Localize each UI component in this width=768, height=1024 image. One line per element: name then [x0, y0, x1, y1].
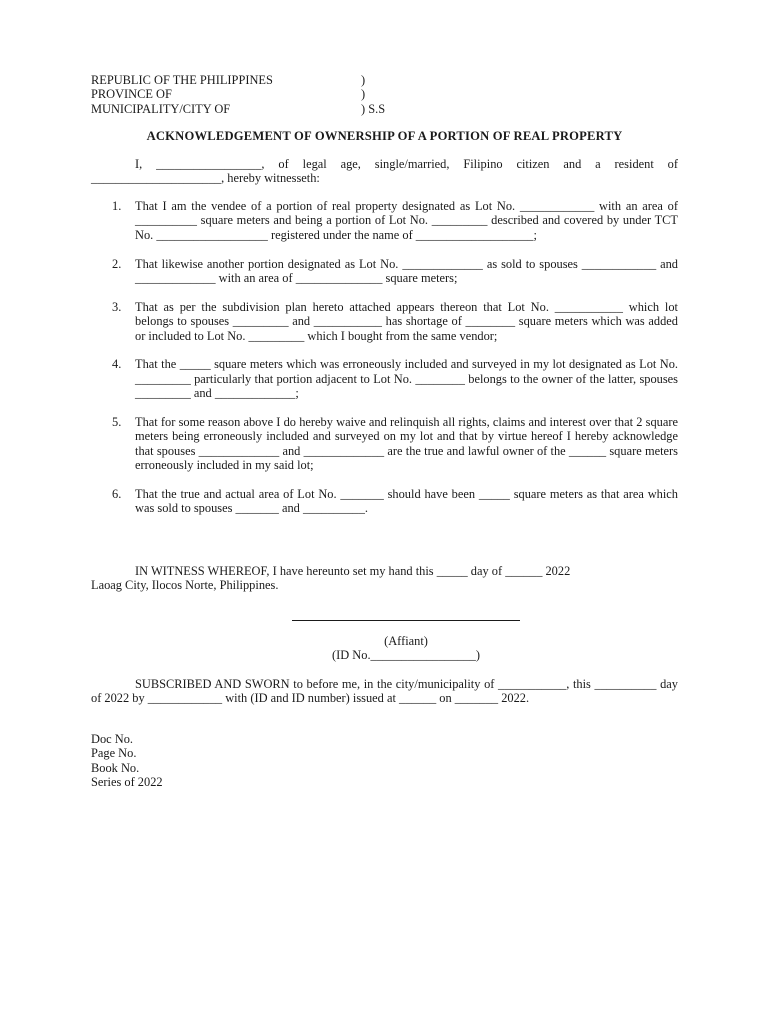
- caption-row-republic: [91, 73, 421, 87]
- statement-text: That the true and actual area of Lot No. _______ should have been _____ square meters as that area which was sold to spouses _______ and __________.: [135, 487, 678, 516]
- venue-caption: [91, 73, 421, 116]
- statement-item: [91, 415, 678, 473]
- signature-line: [292, 620, 520, 634]
- series: Series of 2022: [91, 775, 163, 790]
- statement-number: 1.: [112, 199, 122, 213]
- numbered-statements: [91, 199, 678, 530]
- caption-ss: ) S.S: [361, 101, 386, 116]
- book-no: Book No.: [91, 760, 140, 775]
- witness-line: IN WITNESS WHEREOF, I have hereunto set my hand this _____ day of ______ 2022: [135, 564, 571, 578]
- affiant-id: (ID No._________________): [332, 648, 480, 663]
- statement-text: That I am the vendee of a portion of real property designated as Lot No. ____________ with an area of __________ square meters and being a portion of Lot No. _________ described and covered by under TCT No. __________________ registered under the name of ___________________;: [135, 199, 678, 242]
- notarial-register: [91, 732, 291, 790]
- witness-clause: [91, 564, 678, 593]
- witness-location: Laoag City, Ilocos Norte, Philippines.: [91, 578, 279, 593]
- jurat-paragraph: SUBSCRIBED AND SWORN to before me, in the city/municipality of ___________, this __________ day of 2022 by ____________ with (ID and ID number) issued at ______ on _______ 2022.: [91, 677, 678, 706]
- statement-number: 5.: [112, 415, 122, 430]
- caption-row-municipality: [91, 102, 421, 116]
- affiant-signature-block: [292, 620, 520, 663]
- statement-text: That as per the subdivision plan hereto attached appears thereon that Lot No. ___________ which lot belongs to spouses _________ and ___________ has shortage of ________ square meters which was added or included to Lot No. _________ which I bought from the same vendor;: [135, 299, 678, 343]
- statement-text: That for some reason above I do hereby waive and relinquish all rights, claims and interest over that 2 square meters being erroneously included and surveyed on my lot and that by virtue hereof I hereby acknowledge that spouses _____________ and _____________ are the true and lawful owner of the ______ square meters erroneously included in my said lot;: [135, 415, 678, 473]
- statement-item: [91, 199, 678, 242]
- caption-bracket: ): [361, 73, 366, 87]
- statement-item: [91, 357, 678, 400]
- document-title: ACKNOWLEDGEMENT OF OWNERSHIP OF A PORTION OF REAL PROPERTY: [146, 129, 623, 143]
- doc-no: Doc No.: [91, 732, 133, 746]
- affiant-label: (Affiant): [384, 634, 428, 648]
- caption-republic: REPUBLIC OF THE PHILIPPINES: [91, 73, 273, 87]
- statement-item: [91, 487, 678, 516]
- caption-province: PROVINCE OF: [91, 87, 172, 102]
- statement-text: That likewise another portion designated as Lot No. _____________ as sold to spouses ____________ and _____________ with an area of ______________ square meters;: [135, 256, 678, 286]
- intro-paragraph: I, _________________, of legal age, single/married, Filipino citizen and a resident of _____________________, hereby witnesseth:: [91, 157, 678, 186]
- statement-text: That the _____ square meters which was erroneously included and surveyed in my lot designated as Lot No. _________ particularly that portion adjacent to Lot No. ________ belongs to the owner of the latter, spouses _________ and _____________;: [135, 357, 678, 401]
- statement-item: [91, 257, 678, 286]
- statement-number: 2.: [112, 256, 122, 271]
- page-no: Page No.: [91, 746, 137, 761]
- caption-municipality: MUNICIPALITY/CITY OF: [91, 101, 231, 116]
- statement-number: 4.: [112, 357, 122, 372]
- caption-row-province: [91, 87, 421, 101]
- caption-bracket: ): [361, 87, 366, 102]
- statement-item: [91, 300, 678, 343]
- statement-number: 6.: [112, 487, 122, 502]
- statement-number: 3.: [112, 299, 122, 314]
